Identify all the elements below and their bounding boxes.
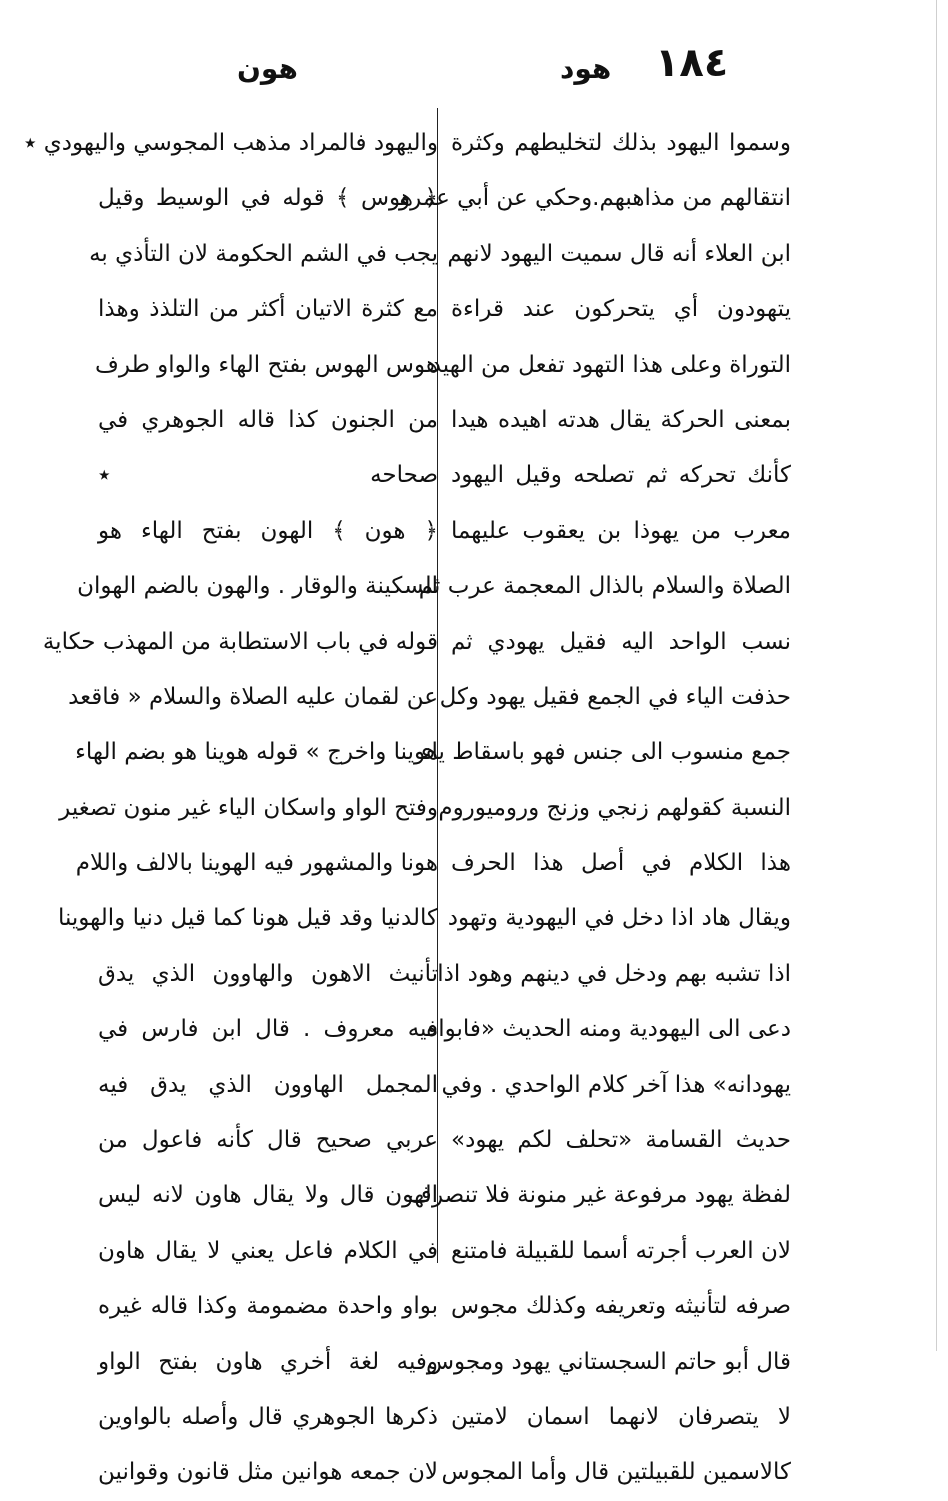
text-line: عن لقمان عليه الصلاة والسلام « فاقعد <box>68 683 438 710</box>
text-line: وفيه لغة أخري هاون بفتح الواو <box>98 1348 438 1375</box>
text-line: النسبة كقولهم زنجي وزنج وروميوروم <box>438 794 791 821</box>
text-line: نسب الواحد اليه فقيل يهودي ثم <box>451 628 791 655</box>
running-head-left: هون <box>237 52 298 85</box>
text-line: وسموا اليهود بذلك لتخليطهم وكثرة <box>451 130 791 156</box>
text-line: صحاحه ٭ <box>98 462 438 489</box>
text-line: الصلاة والسلام بالذال المعجمة عرب ثم <box>418 573 791 600</box>
page-edge <box>936 0 937 1351</box>
text-line: وفتح الواو واسكان الياء غير منون تصغير <box>59 794 438 821</box>
text-line: انتقالهم من مذاهبهم.وحكي عن أبي عمرو <box>399 185 791 212</box>
right-column <box>399 116 791 1501</box>
text-line: المجمل الهاوون الذي يدق فيه <box>98 1071 438 1098</box>
text-line: من الجنون كذا قاله الجوهري في <box>98 406 438 433</box>
text-line: لان جمعه هوانين مثل قانون وقوانين <box>98 1459 438 1486</box>
text-line: فيه معروف . قال ابن فارس في <box>98 1016 438 1043</box>
text-line: هوس الهوس بفتح الهاء والواو طرف <box>95 351 438 378</box>
page-number: ١٨٤ <box>655 40 729 86</box>
text-line: صرفه لتأنيثه وتعريفه وكذلك مجوس <box>451 1293 791 1320</box>
text-line: ﴿ هون ﴾ الهون بفتح الهاء هو <box>98 517 438 544</box>
text-line: معرب من يهوذا بن يعقوب عليهما <box>451 517 791 544</box>
text-line: التوراة وعلى هذا التهود تفعل من الهيد <box>430 351 791 378</box>
text-line: واليهود فالمراد مذهب المجوسي واليهودي ٭ <box>23 130 438 156</box>
text-line: مع كثرة الاتيان أكثر من التلذذ وهذا <box>98 296 438 323</box>
text-line: جمع منسوب الى جنس فهو باسقاط ياء <box>420 739 791 766</box>
text-line: عربي صحيح قال كأنه فاعول من <box>98 1127 438 1154</box>
text-line: دعى الى اليهودية ومنه الحديث «فابواه <box>426 1016 791 1043</box>
left-column <box>23 116 438 1501</box>
running-head-right: هود <box>560 52 612 85</box>
text-line: حديث القسامة «تحلف لكم يهود» <box>451 1127 791 1154</box>
text-line: بواو واحدة مضمومة وكذا قاله غيره <box>98 1293 438 1320</box>
text-line: ﴿ هوس ﴾ قوله في الوسيط وقيل <box>98 185 438 212</box>
text-line: اذا تشبه بهم ودخل في دينهم وهود اذا <box>437 960 791 987</box>
text-line: يجب في الشم الحكومة لان التأذي به <box>89 240 438 267</box>
text-line: ذكرها الجوهري قال وأصله بالواوين <box>98 1403 438 1430</box>
text-line: هونا والمشهور فيه الهوينا بالالف واللام <box>75 850 438 877</box>
text-line: كأنك تحركه ثم تصلحه وقيل اليهود <box>451 462 791 489</box>
text-line: بمعنى الحركة يقال هدته اهيده هيدا <box>451 406 791 433</box>
text-line: قوله في باب الاستطابة من المهذب حكاية <box>42 628 438 655</box>
text-line: قال أبو حاتم السجستاني يهود ومجوس <box>425 1348 791 1375</box>
text-line: ويقال هاد اذا دخل في اليهودية وتهود <box>447 905 791 932</box>
text-line: يهودانه» هذا آخر كلام الواحدي . وفي <box>441 1071 791 1098</box>
text-line: في الكلام فاعل يعني لا يقال هاون <box>98 1237 438 1264</box>
text-line: ابن العلاء أنه قال سميت اليهود لانهم <box>447 240 791 267</box>
text-line: يتهودون أي يتحركون عند قراءة <box>451 296 791 323</box>
text-line: هوينا واخرج » قوله هوينا هو بضم الهاء <box>75 739 438 766</box>
text-line: لفظة يهود مرفوعة غير منونة فلا تنصرف <box>408 1182 791 1209</box>
text-line: تأنيث الاهون والهاوون الذي يدق <box>98 960 438 987</box>
text-line: الهون قال ولا يقال هاون لانه ليس <box>98 1182 438 1209</box>
text-line: كالاسمين للقبيلتين قال وأما المجوس <box>441 1459 791 1486</box>
text-line: لان العرب أجرته أسما للقبيلة فامتنع <box>451 1237 791 1264</box>
text-line: حذفت الياء في الجمع فقيل يهود وكل <box>439 683 791 710</box>
text-line: السكينة والوقار . والهون بالضم الهوان <box>77 573 438 600</box>
text-line: هذا الكلام في أصل هذا الحرف <box>451 850 791 877</box>
text-line: لا يتصرفان لانهما اسمان لامتين <box>451 1403 791 1430</box>
text-line: كالدنيا وقد قيل هونا كما قيل دنيا والهوينا <box>57 905 438 932</box>
